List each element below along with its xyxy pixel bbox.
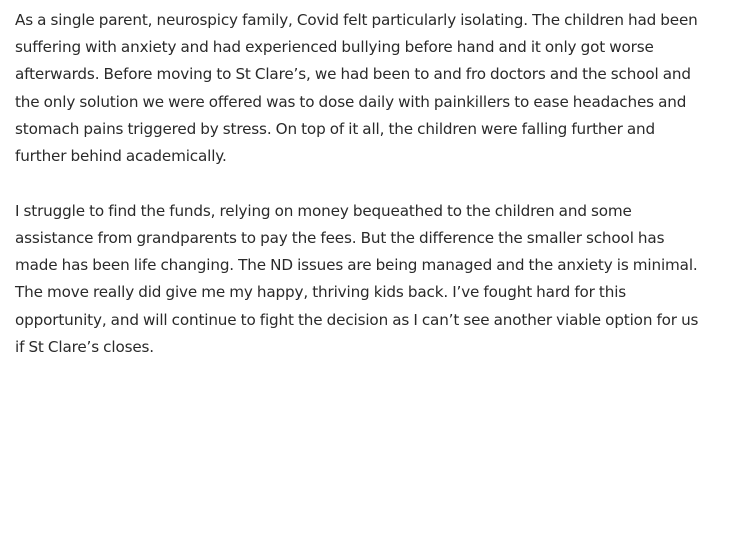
text-line: opportunity, and will continue to fight the decision as I can’t see another viable option for us [15, 310, 699, 329]
text-line: suffering with anxiety and had experienced bullying before hand and it only got worse [15, 38, 654, 57]
text-line: As a single parent, neurospicy family, Covid felt particularly isolating. The children had been [15, 11, 698, 29]
article-body [15, 7, 720, 361]
text-line: the only solution we were offered was to dose daily with painkillers to ease headaches and [15, 92, 687, 111]
paragraph-covid-isolation [15, 7, 720, 170]
text-line: afterwards. Before moving to St Clare’s, we had been to and fro doctors and the school and [15, 65, 691, 84]
paragraph-funding-struggle [15, 198, 720, 361]
text-line: further behind academically. [15, 147, 227, 166]
text-line: assistance from grandparents to pay the fees. But the difference the smaller school has [15, 228, 665, 247]
text-line: made has been life changing. The ND issues are being managed and the anxiety is minimal. [15, 256, 698, 275]
text-line: if St Clare’s closes. [15, 337, 154, 356]
text-line: The move really did give me my happy, thriving kids back. I’ve fought hard for this [15, 283, 627, 302]
text-line: stomach pains triggered by stress. On top of it all, the children were falling further and [15, 119, 655, 138]
text-line: I struggle to find the funds, relying on money bequeathed to the children and some [15, 201, 632, 220]
